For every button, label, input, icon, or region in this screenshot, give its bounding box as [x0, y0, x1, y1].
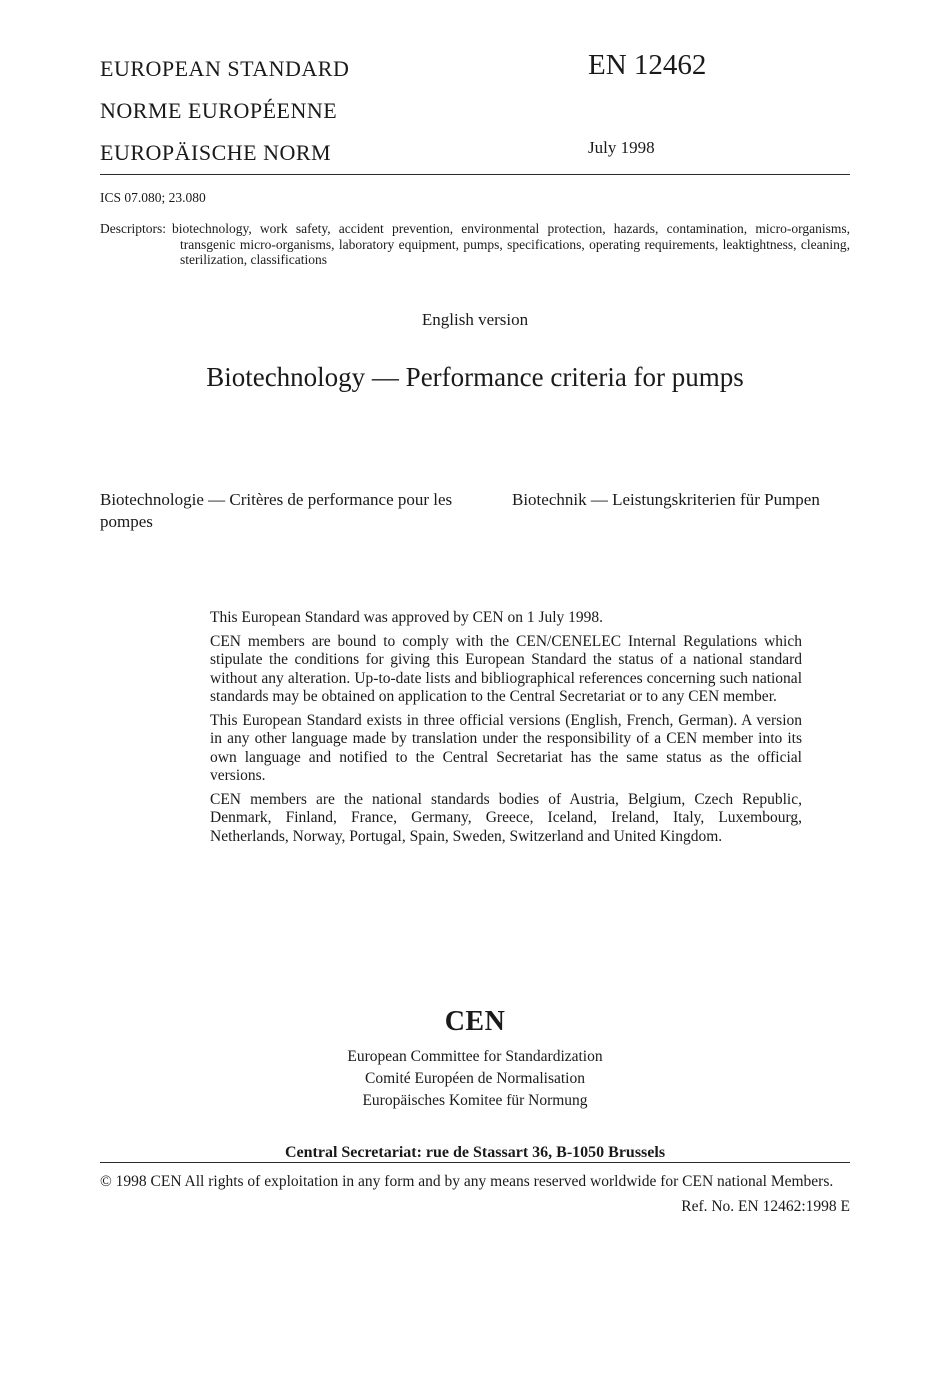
title-alternate-german: Biotechnik — Leistungskriterien für Pumpen	[512, 489, 820, 509]
title-alternate-french: Biotechnologie — Critères de performance pour les pompes	[100, 489, 453, 532]
title-german: EUROPÄISCHE NORM	[100, 140, 332, 165]
cen-block	[100, 1006, 850, 1112]
descriptors-text: biotechnology, work safety, accident prevention, environmental protection, hazards, contamination, micro-organisms, transgenic micro-organisms, laboratory equipment, pumps, specifications, operating requirements, leaktightness, cleaning, sterilization, classifications	[171, 221, 850, 268]
document-title: Biotechnology — Performance criteria for pumps	[206, 361, 744, 392]
paragraph-approval: This European Standard was approved by CEN on 1 July 1998.	[210, 609, 604, 627]
committee-names	[100, 1046, 850, 1112]
bottom-divider	[100, 1162, 850, 1163]
paragraph-versions: This European Standard exists in three official versions (English, French, German). A version in any other language made by translation under the responsibility of a CEN member into its own language and notified to the Central Secretariat has the same status as the official versions.	[210, 711, 802, 785]
header	[100, 48, 850, 174]
title-french: NORME EUROPÉENNE	[100, 98, 338, 123]
standard-identity	[588, 48, 850, 158]
committee-french: Comité Européen de Normalisation	[365, 1070, 585, 1088]
publication-date: July 1998	[588, 138, 655, 157]
standard-language-titles	[100, 48, 349, 174]
title-english: EUROPEAN STANDARD	[100, 56, 350, 81]
top-divider	[100, 174, 850, 175]
version-label: English version	[421, 309, 529, 329]
copyright-notice: © 1998 CEN All rights of exploitation in any form and by any means reserved worldwide for CEN national Members.	[100, 1173, 834, 1191]
standard-number: EN 12462	[588, 49, 707, 81]
secretariat-address: Central Secretariat: rue de Stassart 36, B-1050 Brussels	[284, 1144, 666, 1162]
committee-german: Europäisches Komitee für Normung	[362, 1092, 588, 1110]
reference-number: Ref. No. EN 12462:1998 E	[681, 1198, 850, 1216]
paragraph-regulations: CEN members are bound to comply with the CEN/CENELEC Internal Regulations which stipulate the conditions for giving this European Standard the status of a national standard without any alteration. Up-to-date lists and bibliographical references concerning such national standards may be obtained on application to the Central Secretariat or to any CEN member.	[210, 632, 802, 706]
descriptors-block	[100, 221, 850, 268]
descriptors-label: Descriptors:	[100, 221, 166, 236]
paragraph-members: CEN members are the national standards bodies of Austria, Belgium, Czech Republic, Denmark, Finland, France, Germany, Greece, Iceland, Ireland, Italy, Luxembourg, Netherlands, Norway, Portugal, Spain, Sweden, Switzerland and United Kingdom.	[210, 790, 802, 845]
committee-english: European Committee for Standardization	[347, 1048, 603, 1066]
ics-codes: ICS 07.080; 23.080	[100, 190, 206, 205]
cen-logo: CEN	[444, 1006, 506, 1038]
foreword-paragraphs	[210, 609, 802, 846]
alternate-titles	[100, 489, 850, 533]
